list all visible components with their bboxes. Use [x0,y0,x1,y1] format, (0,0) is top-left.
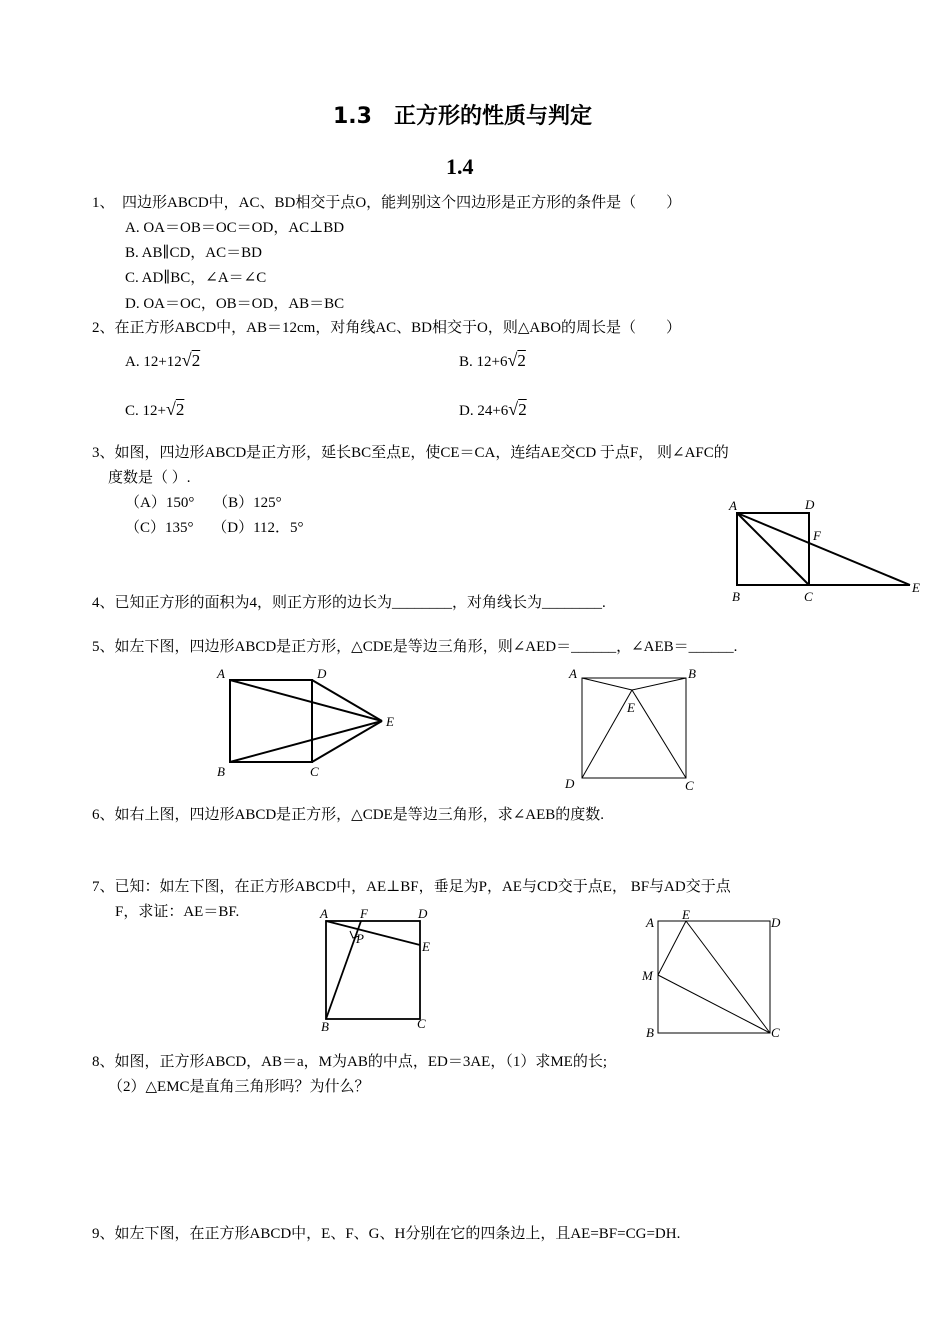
sqrt-icon: √2 [181,350,201,370]
q5r-label-d: D [565,776,575,791]
q6-text: 6、如右上图，四边形ABCD是正方形，△CDE是等边三角形，求∠AEB的度数. [92,807,605,823]
q5l-label-b: B [217,764,225,779]
q4-text: 4、已知正方形的面积为4，则正方形的边长为________，对角线长为________. [92,595,606,611]
sqrt-icon: √2 [507,350,526,370]
q7l-label-f: F [360,906,368,921]
q7-left-square [326,921,420,1019]
q3-label-a: A [729,498,737,513]
q5l-label-a: A [217,666,225,681]
q5-left-line-de [312,680,382,721]
q7r-label-b: B [646,1025,654,1040]
q7l-label-d: D [418,906,428,921]
q9-text: 9、如左下图，在正方形ABCD中，E、F、G、H分别在它的四条边上，且AE=BF=CG=DH. [92,1226,681,1242]
q5-right-line-ae [582,678,632,690]
q2-option-d [459,399,527,421]
q7-left-figure [316,905,441,1033]
page-title: 1.3 正方形的性质与判定 [333,104,592,129]
q5-left-line-ae [230,680,382,721]
q5l-label-e: E [386,714,394,729]
q5-left-line-ce [312,721,382,762]
q5-right-line-de [582,690,632,778]
q2-option-c [125,399,184,421]
q7l-label-e: E [422,939,430,954]
q3-label-e: E [912,580,920,595]
q7l-label-c: C [417,1016,426,1031]
q5r-label-b: B [688,666,696,681]
q7-line1: 7、已知：如左下图，在正方形ABCD中，AE⊥BF，垂足为P，AE与CD交于点E， BF与AD交于点 [92,879,731,895]
q7l-label-a: A [320,906,328,921]
q2-radicand-c: 2 [175,400,185,419]
q7-line-ec [686,921,770,1033]
q2-option-a-text: A. 12+12 [125,354,182,370]
q5r-label-e: E [627,700,635,715]
q7r-label-d: D [771,915,781,930]
q7l-label-b: B [321,1019,329,1033]
q5l-label-c: C [310,764,319,779]
q1-option-d: D. OA＝OC，OB＝OD，AB＝BC [125,296,345,312]
page-subtitle: 1.4 [446,154,474,179]
q2-option-d-text: D. 24+6 [459,403,509,419]
q5-right-line-be [632,678,686,690]
q3-stem-line2: 度数是（ ）. [108,470,191,486]
q5-left-square [230,680,312,762]
q1-option-a: A. OA＝OB＝OC＝OD，AC⊥BD [125,220,345,236]
q7r-label-c: C [771,1025,780,1040]
q7-right-square [658,921,770,1033]
q7-line-mc [658,975,770,1033]
q3-label-b: B [732,589,740,604]
q7-right-figure [640,905,790,1041]
q2-stem: 2、在正方形ABCD中，AB＝12cm，对角线AC、BD相交于O，则△ABO的周长是（ ） [92,320,682,336]
q3-options-row1: （A）150° （B）125° [125,495,282,511]
q5-text: 5、如左下图，四边形ABCD是正方形，△CDE是等边三角形，则∠AED＝______，∠AEB＝______. [92,639,738,655]
q2-radicand-d: 2 [518,400,527,419]
q1-option-c: C. AD∥BC，∠A＝∠C [125,270,267,286]
q3-label-f: F [813,528,821,543]
q3-figure [725,495,930,607]
q7r-label-a: A [646,915,654,930]
q5-left-figure [212,662,402,782]
q5r-label-a: A [569,666,577,681]
q8-line2: （2）△EMC是直角三角形吗？为什么？ [108,1079,370,1095]
q3-label-d: D [805,497,815,512]
q2-option-c-text: C. 12+ [125,403,166,419]
q5-left-line-be [230,721,382,762]
q5-right-line-ce [632,690,686,778]
q7-line-ae [326,921,420,945]
q2-radicand-b: 2 [517,351,526,370]
q3-label-c: C [804,589,813,604]
sqrt-icon: √2 [165,399,185,419]
q7r-label-e: E [682,907,690,922]
q7-line-em [658,921,686,975]
q2-option-b [459,350,526,372]
sqrt-icon: √2 [508,399,527,419]
q3-options-row2: （C）135° （D）112．5° [125,520,304,536]
q2-radicand-a: 2 [191,351,201,370]
q1-stem: 1、 四边形ABCD中，AC、BD相交于点O，能判别这个四边形是正方形的条件是（ ） [92,195,682,211]
q7l-label-p: P [356,931,364,946]
q2-option-a [125,350,200,372]
q7-line2: F，求证：AE＝BF. [115,904,240,920]
q1-option-b: B. AB∥CD，AC＝BD [125,245,262,261]
q5r-label-c: C [685,778,694,793]
q7r-label-m: M [642,968,653,983]
q5-right-figure [562,662,702,794]
q2-option-b-text: B. 12+6 [459,354,508,370]
q3-line-ae [737,513,910,585]
q5l-label-d: D [317,666,327,681]
q3-diagonal-ac [737,513,809,585]
q3-stem-line1: 3、如图，四边形ABCD是正方形，延长BC至点E，使CE＝CA，连结AE交CD 于点F， 则∠AFC的 [92,445,729,461]
q8-line1: 8、如图，正方形ABCD，AB＝a，M为AB的中点，ED＝3AE，（1）求ME的长; [92,1054,608,1070]
